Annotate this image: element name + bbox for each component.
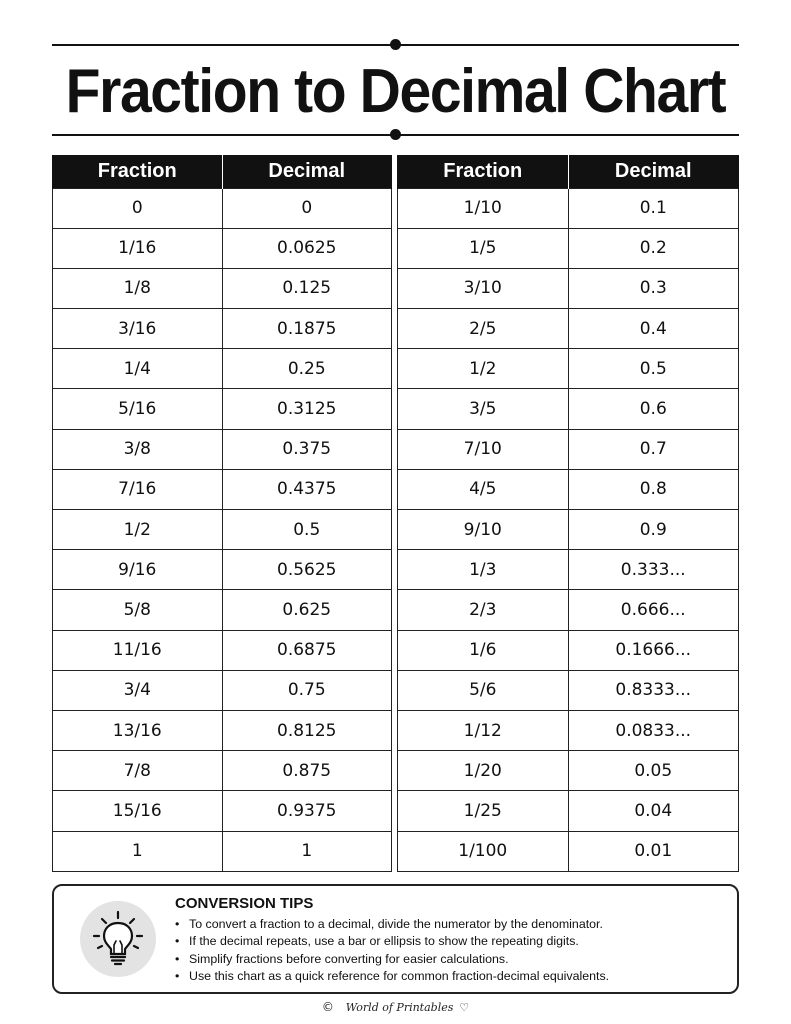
table-header-row bbox=[53, 155, 392, 188]
decimal-cell: 0.875 bbox=[222, 751, 392, 791]
fraction-cell: 9/10 bbox=[398, 510, 569, 550]
fraction-cell: 1/10 bbox=[398, 188, 569, 228]
table-body-left bbox=[53, 188, 392, 871]
fraction-cell: 7/16 bbox=[53, 469, 223, 509]
decimal-cell: 0.8 bbox=[568, 469, 739, 509]
decimal-cell: 0.5625 bbox=[222, 550, 392, 590]
table-row bbox=[53, 510, 392, 550]
decimal-cell: 0.3 bbox=[568, 268, 739, 308]
decimal-cell: 0.0625 bbox=[222, 228, 392, 268]
tip-item: • If the decimal repeats, use a bar or ellipsis to show the repeating digits. bbox=[175, 933, 609, 950]
top-rule-dot bbox=[390, 39, 401, 50]
fraction-cell: 1/6 bbox=[398, 630, 569, 670]
fraction-cell: 1/5 bbox=[398, 228, 569, 268]
table-row bbox=[53, 550, 392, 590]
lightbulb-icon bbox=[80, 901, 156, 977]
table-row bbox=[53, 429, 392, 469]
decimal-cell: 0.9 bbox=[568, 510, 739, 550]
header-decimal: Decimal bbox=[568, 155, 739, 188]
fraction-cell: 1/20 bbox=[398, 751, 569, 791]
fraction-cell: 5/6 bbox=[398, 670, 569, 710]
decimal-cell: 0.01 bbox=[568, 831, 739, 871]
decimal-cell: 0.333... bbox=[568, 550, 739, 590]
fraction-cell: 3/16 bbox=[53, 309, 223, 349]
table-row bbox=[398, 791, 739, 831]
decimal-cell: 0.9375 bbox=[222, 791, 392, 831]
decimal-cell: 0.125 bbox=[222, 268, 392, 308]
table-row bbox=[398, 429, 739, 469]
decimal-cell: 0.4375 bbox=[222, 469, 392, 509]
table-row bbox=[398, 228, 739, 268]
heart-icon: ♡ bbox=[459, 1001, 470, 1014]
fraction-cell: 11/16 bbox=[53, 630, 223, 670]
table-row bbox=[53, 831, 392, 871]
fraction-cell: 1/25 bbox=[398, 791, 569, 831]
table-row bbox=[398, 630, 739, 670]
tip-item: • Simplify fractions before converting for easier calculations. bbox=[175, 951, 609, 968]
table-row bbox=[53, 791, 392, 831]
table-row bbox=[53, 710, 392, 750]
header-fraction: Fraction bbox=[53, 155, 223, 188]
tip-item: • To convert a fraction to a decimal, divide the numerator by the denominator. bbox=[175, 916, 609, 933]
fraction-cell: 7/8 bbox=[53, 751, 223, 791]
decimal-cell: 0.5 bbox=[222, 510, 392, 550]
tips-list bbox=[175, 916, 609, 986]
table-row bbox=[53, 188, 392, 228]
copyright-symbol: © bbox=[321, 1000, 334, 1014]
decimal-cell: 0.75 bbox=[222, 670, 392, 710]
fraction-cell: 1/4 bbox=[53, 349, 223, 389]
fraction-cell: 4/5 bbox=[398, 469, 569, 509]
fraction-cell: 5/8 bbox=[53, 590, 223, 630]
table-row bbox=[398, 670, 739, 710]
decimal-cell: 0.0833... bbox=[568, 710, 739, 750]
table-row bbox=[53, 670, 392, 710]
table-body-right bbox=[398, 188, 739, 871]
table-row bbox=[53, 309, 392, 349]
table-row bbox=[53, 630, 392, 670]
fraction-cell: 3/8 bbox=[53, 429, 223, 469]
decimal-cell: 0.6875 bbox=[222, 630, 392, 670]
fraction-table-right bbox=[397, 155, 739, 872]
decimal-cell: 0.05 bbox=[568, 751, 739, 791]
table-row bbox=[398, 550, 739, 590]
table-row bbox=[398, 469, 739, 509]
fraction-cell: 1/2 bbox=[53, 510, 223, 550]
decimal-cell: 0 bbox=[222, 188, 392, 228]
table-row bbox=[398, 309, 739, 349]
fraction-cell: 2/3 bbox=[398, 590, 569, 630]
table-header-row bbox=[398, 155, 739, 188]
brand-logo-text: World of Printables bbox=[345, 1001, 454, 1014]
header-fraction: Fraction bbox=[398, 155, 569, 188]
table-row bbox=[398, 188, 739, 228]
header-decimal: Decimal bbox=[222, 155, 392, 188]
footer bbox=[0, 1000, 791, 1014]
fraction-cell: 3/5 bbox=[398, 389, 569, 429]
fraction-cell: 1/3 bbox=[398, 550, 569, 590]
table-row bbox=[398, 389, 739, 429]
fraction-cell: 1/2 bbox=[398, 349, 569, 389]
fraction-cell: 5/16 bbox=[53, 389, 223, 429]
page-title: Fraction to Decimal Chart bbox=[65, 57, 726, 126]
fraction-table-left bbox=[52, 155, 392, 872]
fraction-cell: 1/16 bbox=[53, 228, 223, 268]
decimal-cell: 0.1 bbox=[568, 188, 739, 228]
decimal-cell: 0.3125 bbox=[222, 389, 392, 429]
table-row bbox=[53, 349, 392, 389]
table-row bbox=[53, 469, 392, 509]
tip-item: • Use this chart as a quick reference for common fraction-decimal equivalents. bbox=[175, 968, 609, 985]
fraction-cell: 9/16 bbox=[53, 550, 223, 590]
fraction-cell: 1/12 bbox=[398, 710, 569, 750]
table-row bbox=[53, 751, 392, 791]
decimal-cell: 0.25 bbox=[222, 349, 392, 389]
table-row bbox=[53, 268, 392, 308]
table-row bbox=[398, 510, 739, 550]
decimal-cell: 0.2 bbox=[568, 228, 739, 268]
fraction-cell: 2/5 bbox=[398, 309, 569, 349]
table-row bbox=[398, 751, 739, 791]
decimal-cell: 0.375 bbox=[222, 429, 392, 469]
table-row bbox=[53, 228, 392, 268]
decimal-cell: 0.7 bbox=[568, 429, 739, 469]
table-row bbox=[398, 710, 739, 750]
decimal-cell: 1 bbox=[222, 831, 392, 871]
fraction-cell: 1/8 bbox=[53, 268, 223, 308]
table-row bbox=[398, 590, 739, 630]
decimal-cell: 0.8333... bbox=[568, 670, 739, 710]
table-row bbox=[398, 349, 739, 389]
conversion-tips-box bbox=[52, 884, 739, 994]
decimal-cell: 0.4 bbox=[568, 309, 739, 349]
table-row bbox=[398, 268, 739, 308]
fraction-cell: 7/10 bbox=[398, 429, 569, 469]
tips-title: CONVERSION TIPS bbox=[175, 895, 314, 912]
decimal-cell: 0.6 bbox=[568, 389, 739, 429]
fraction-cell: 1 bbox=[53, 831, 223, 871]
decimal-cell: 0.666... bbox=[568, 590, 739, 630]
fraction-cell: 13/16 bbox=[53, 710, 223, 750]
decimal-cell: 0.5 bbox=[568, 349, 739, 389]
decimal-cell: 0.1875 bbox=[222, 309, 392, 349]
fraction-cell: 3/4 bbox=[53, 670, 223, 710]
fraction-cell: 0 bbox=[53, 188, 223, 228]
bottom-rule-dot bbox=[390, 129, 401, 140]
decimal-cell: 0.8125 bbox=[222, 710, 392, 750]
fraction-cell: 3/10 bbox=[398, 268, 569, 308]
table-row bbox=[53, 389, 392, 429]
decimal-cell: 0.1666... bbox=[568, 630, 739, 670]
table-row bbox=[53, 590, 392, 630]
fraction-cell: 15/16 bbox=[53, 791, 223, 831]
table-row bbox=[398, 831, 739, 871]
decimal-cell: 0.04 bbox=[568, 791, 739, 831]
fraction-cell: 1/100 bbox=[398, 831, 569, 871]
decimal-cell: 0.625 bbox=[222, 590, 392, 630]
